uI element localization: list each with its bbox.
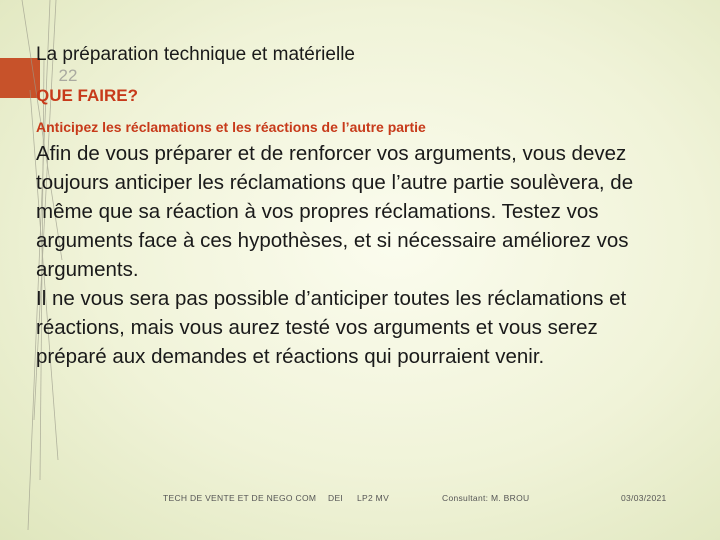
- slide-title: La préparation technique et matérielle: [36, 44, 355, 65]
- paragraph-2: Il ne vous sera pas possible d’anticiper toutes les réclamations et réactions, mais vous aurez testé vos arguments et vous serez préparé aux demandes et réactions qui pourraient venir.: [36, 287, 627, 368]
- footer-department: DEI: [328, 493, 344, 503]
- body-text: [36, 139, 636, 371]
- footer-course: TECH DE VENTE ET DE NEGO COM: [163, 493, 317, 503]
- slide-number: 22: [58, 66, 78, 85]
- footer-level: LP2 MV: [357, 493, 390, 503]
- footer-consultant: Consultant: M. BROU: [442, 493, 530, 503]
- paragraph-1: Afin de vous préparer et de renforcer vos arguments, vous devez toujours anticiper les réclamations que l’autre partie soulèvera, de même que sa réaction à vos propres réclamations. Testez vos arguments face à ces hypothèses, et si nécessaire améliorez vos arguments.: [36, 142, 634, 281]
- slide-subtitle: QUE FAIRE?: [36, 86, 139, 105]
- section-heading: Anticipez les réclamations et les réactions de l’autre partie: [36, 119, 426, 135]
- slide-number-tab: [0, 58, 40, 98]
- footer-date: 03/03/2021: [621, 493, 667, 503]
